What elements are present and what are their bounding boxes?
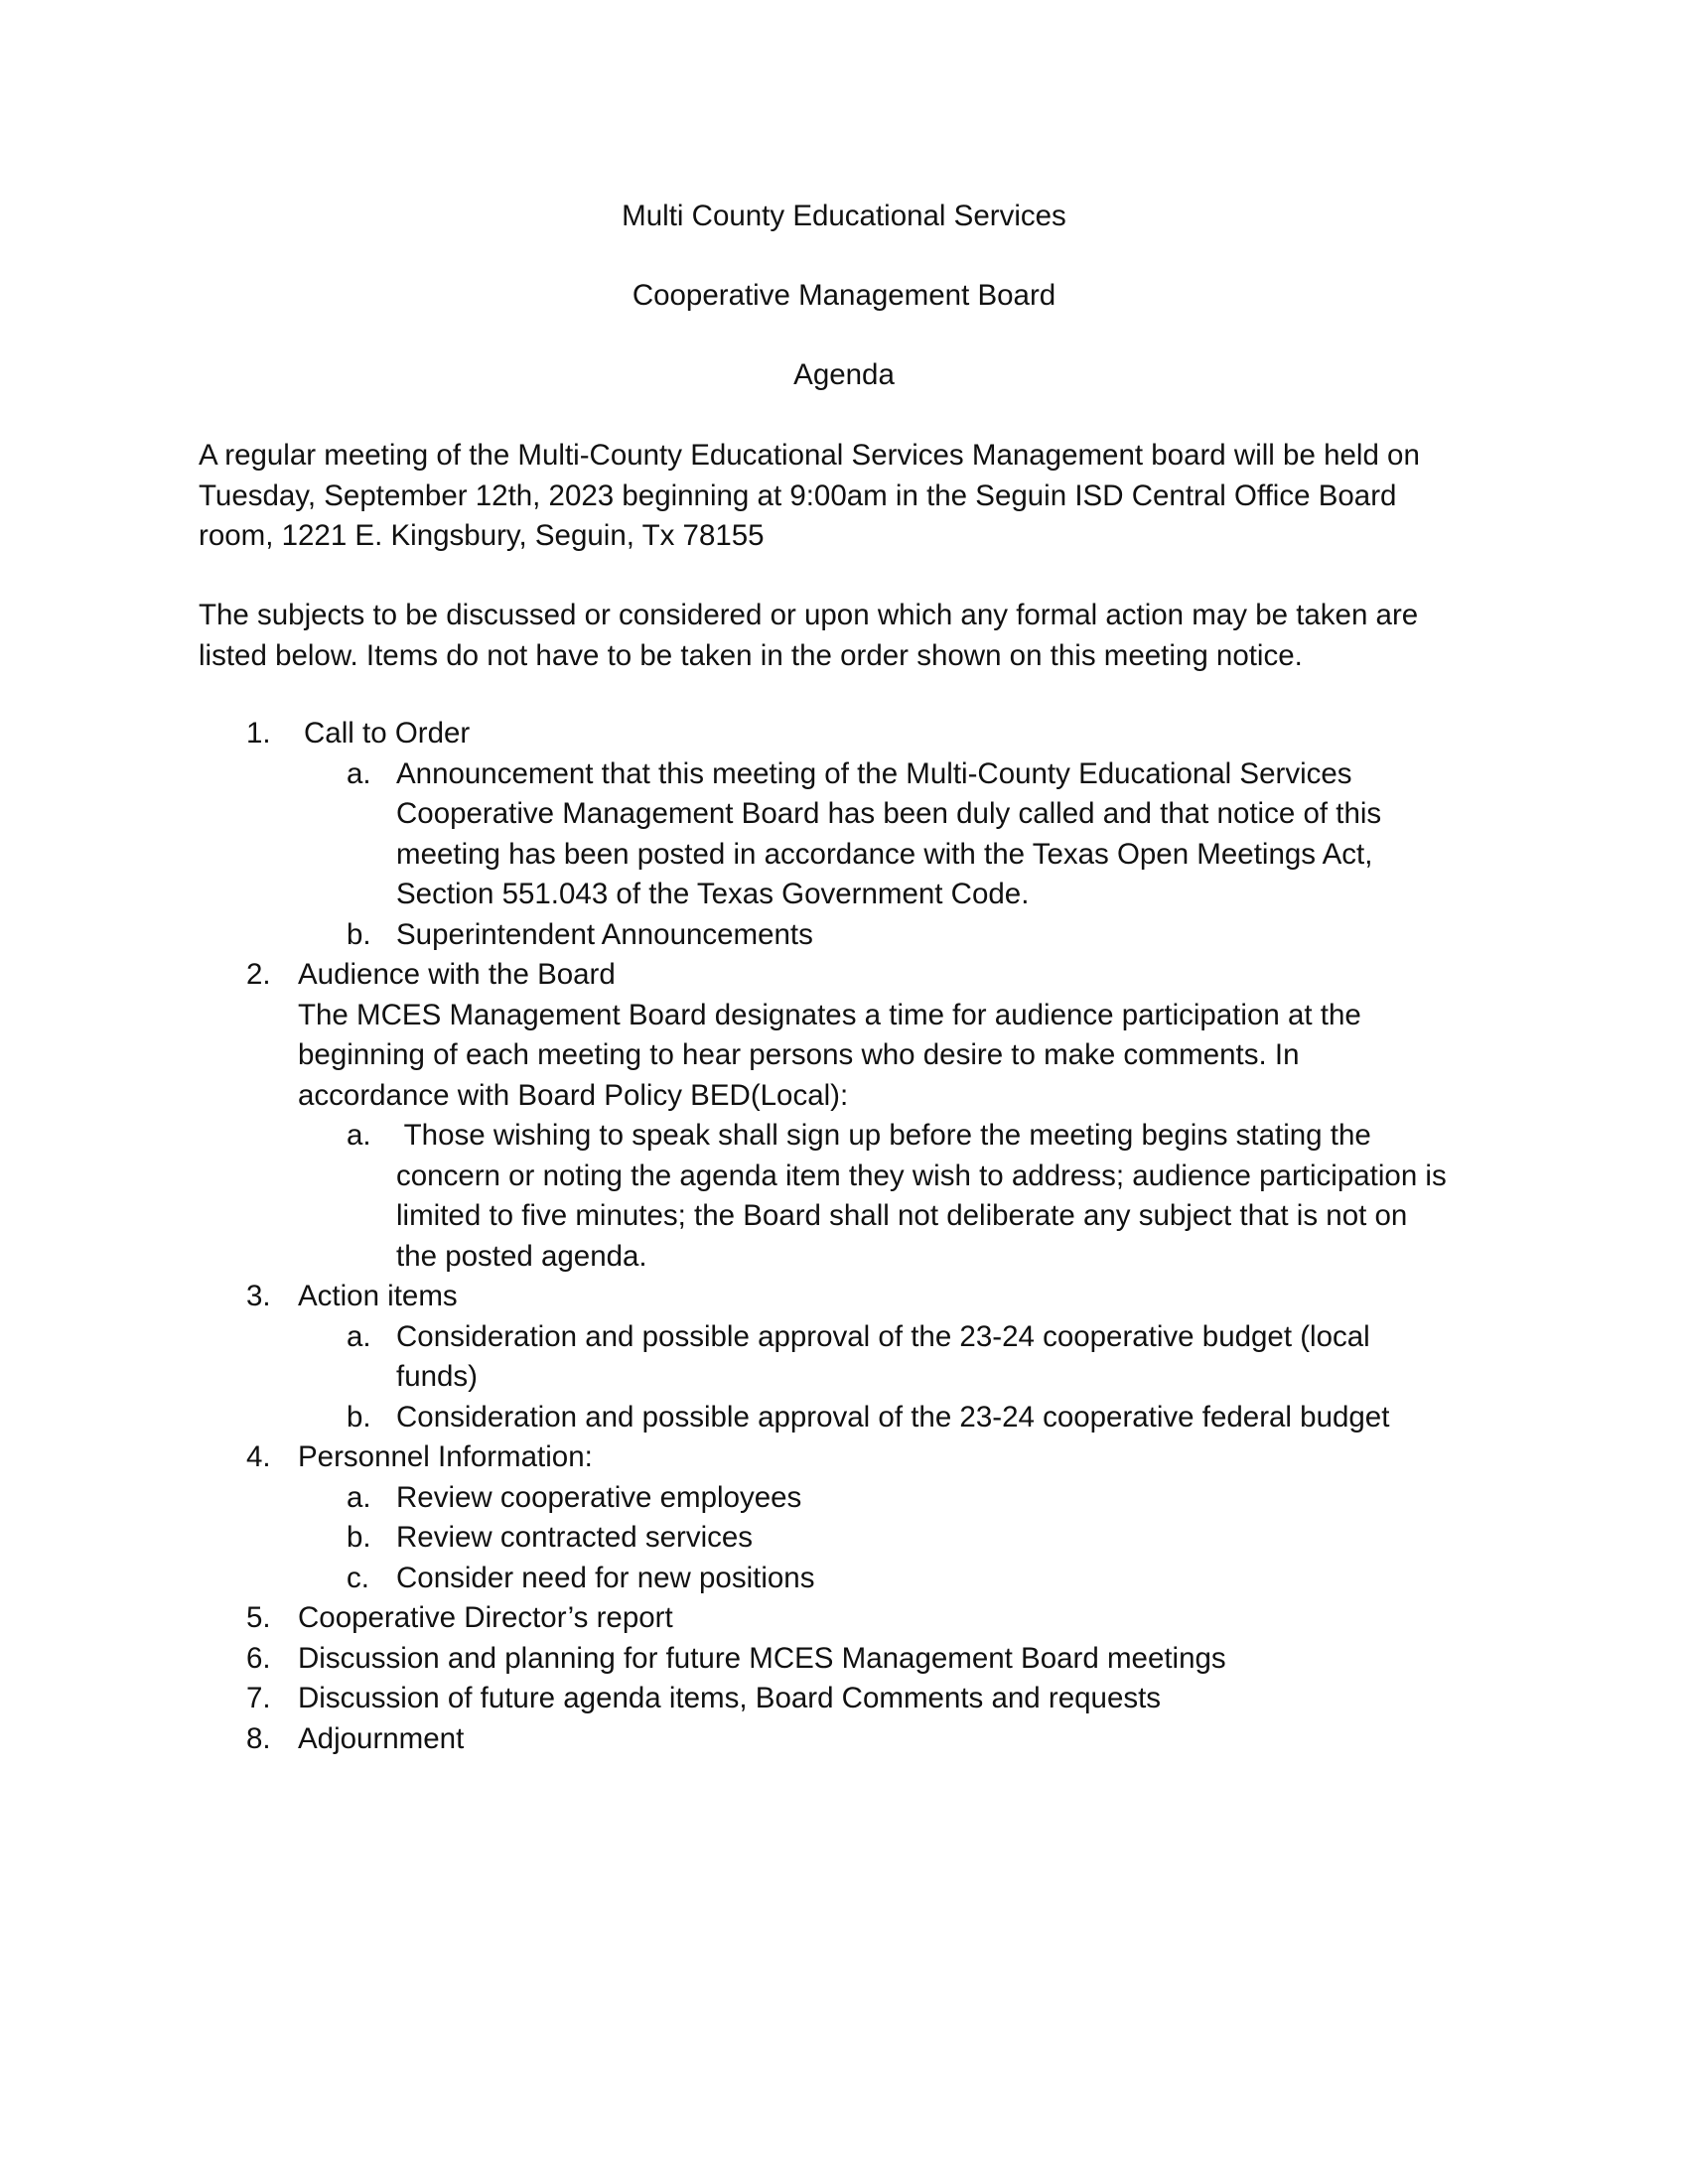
agenda-item-body: beginning of each meeting to hear persons who desire to make comments. In (298, 1038, 1300, 1071)
agenda-subitem (0, 1559, 1688, 1599)
subitem-letter: b. (347, 917, 371, 951)
paragraph-line: The subjects to be discussed or considered or upon which any formal action may be taken are (199, 599, 1419, 631)
subitem-text: limited to five minutes; the Board shall not deliberate any subject that is not on (396, 1199, 1408, 1232)
agenda-item (0, 1639, 1688, 1680)
subitem-text: Review contracted services (396, 1521, 754, 1554)
subitem-text: meeting has been posted in accordance with the Texas Open Meetings Act, (396, 837, 1373, 871)
agenda-item-body: The MCES Management Board designates a time for audience participation at the (298, 998, 1361, 1031)
agenda-list (0, 714, 1688, 1759)
agenda-item-title: Audience with the Board (298, 958, 616, 991)
subitem-text: Superintendent Announcements (396, 917, 813, 951)
paragraph-line: listed below. Items do not have to be taken in the order shown on this meeting notice. (199, 638, 1303, 672)
agenda-subitem (0, 1317, 1688, 1398)
agenda-item-title: Action items (298, 1280, 458, 1312)
agenda-item (0, 1679, 1688, 1719)
agenda-item-title: Adjournment (298, 1721, 465, 1755)
subitem-text: Consideration and possible approval of the 23-24 cooperative budget (local (396, 1319, 1370, 1353)
subitem-text: Consider need for new positions (396, 1561, 815, 1594)
agenda-item (0, 1598, 1688, 1639)
agenda-item (0, 1719, 1688, 1760)
board-name: Cooperative Management Board (632, 279, 1056, 312)
subjects-paragraph (199, 596, 1519, 676)
subitem-text: Consideration and possible approval of the 23-24 cooperative federal budget (396, 1400, 1390, 1433)
subitem-text: Review cooperative employees (396, 1480, 802, 1514)
subitem-text: Section 551.043 of the Texas Government Code. (396, 878, 1030, 910)
agenda-item-title: Cooperative Director’s report (298, 1601, 673, 1634)
agenda-item (0, 1277, 1688, 1437)
subitem-letter: a. (347, 1319, 371, 1353)
subitem-letter: b. (347, 1521, 371, 1554)
document-title: Agenda (793, 358, 895, 391)
subitem-text: Cooperative Management Board has been duly called and that notice of this (396, 797, 1382, 830)
agenda-item-number: 8. (246, 1721, 271, 1755)
agenda-subitem (0, 915, 1688, 956)
agenda-item (0, 1437, 1688, 1598)
subitem-letter: a. (347, 1119, 371, 1152)
paragraph-line: room, 1221 E. Kingsbury, Seguin, Tx 78155 (199, 519, 765, 552)
agenda-subitem (0, 1116, 1688, 1277)
subitem-text: Those wishing to speak shall sign up before the meeting begins stating the (396, 1119, 1371, 1152)
subitem-letter: a. (347, 756, 371, 790)
agenda-item-title: Personnel Information: (298, 1440, 593, 1473)
subitem-letter: b. (347, 1400, 371, 1433)
agenda-item-title: Discussion of future agenda items, Board Comments and requests (298, 1682, 1162, 1714)
meeting-notice-paragraph (199, 436, 1519, 557)
agenda-item (0, 955, 1688, 1277)
subitem-text: Announcement that this meeting of the Multi-County Educational Services (396, 756, 1352, 790)
agenda-item-number: 7. (246, 1682, 271, 1714)
agenda-item-body: accordance with Board Policy BED(Local): (298, 1078, 849, 1112)
agenda-subitem (0, 754, 1688, 915)
subitem-text: concern or noting the agenda item they wish to address; audience participation is (396, 1159, 1447, 1192)
agenda-item-number: 4. (246, 1440, 271, 1473)
paragraph-line: A regular meeting of the Multi-County Educational Services Management board will be held on (199, 439, 1420, 472)
agenda-item-number: 2. (246, 958, 271, 991)
agenda-subitem (0, 1478, 1688, 1519)
agenda-item (0, 714, 1688, 955)
agenda-item-number: 3. (246, 1280, 271, 1312)
subitem-letter: c. (347, 1561, 369, 1594)
subitem-letter: a. (347, 1480, 371, 1514)
agenda-item-title: Discussion and planning for future MCES Management Board meetings (298, 1641, 1226, 1675)
organization-name: Multi County Educational Services (622, 200, 1066, 232)
agenda-item-title: Call to Order (304, 717, 471, 750)
agenda-subitem (0, 1518, 1688, 1559)
agenda-subitem (0, 1398, 1688, 1438)
agenda-item-number: 6. (246, 1641, 271, 1675)
subitem-text: funds) (396, 1360, 478, 1393)
agenda-item-number: 1. (246, 717, 271, 750)
subitem-text: the posted agenda. (396, 1239, 647, 1273)
paragraph-line: Tuesday, September 12th, 2023 beginning at 9:00am in the Seguin ISD Central Office Board (199, 478, 1397, 512)
agenda-item-number: 5. (246, 1601, 271, 1634)
